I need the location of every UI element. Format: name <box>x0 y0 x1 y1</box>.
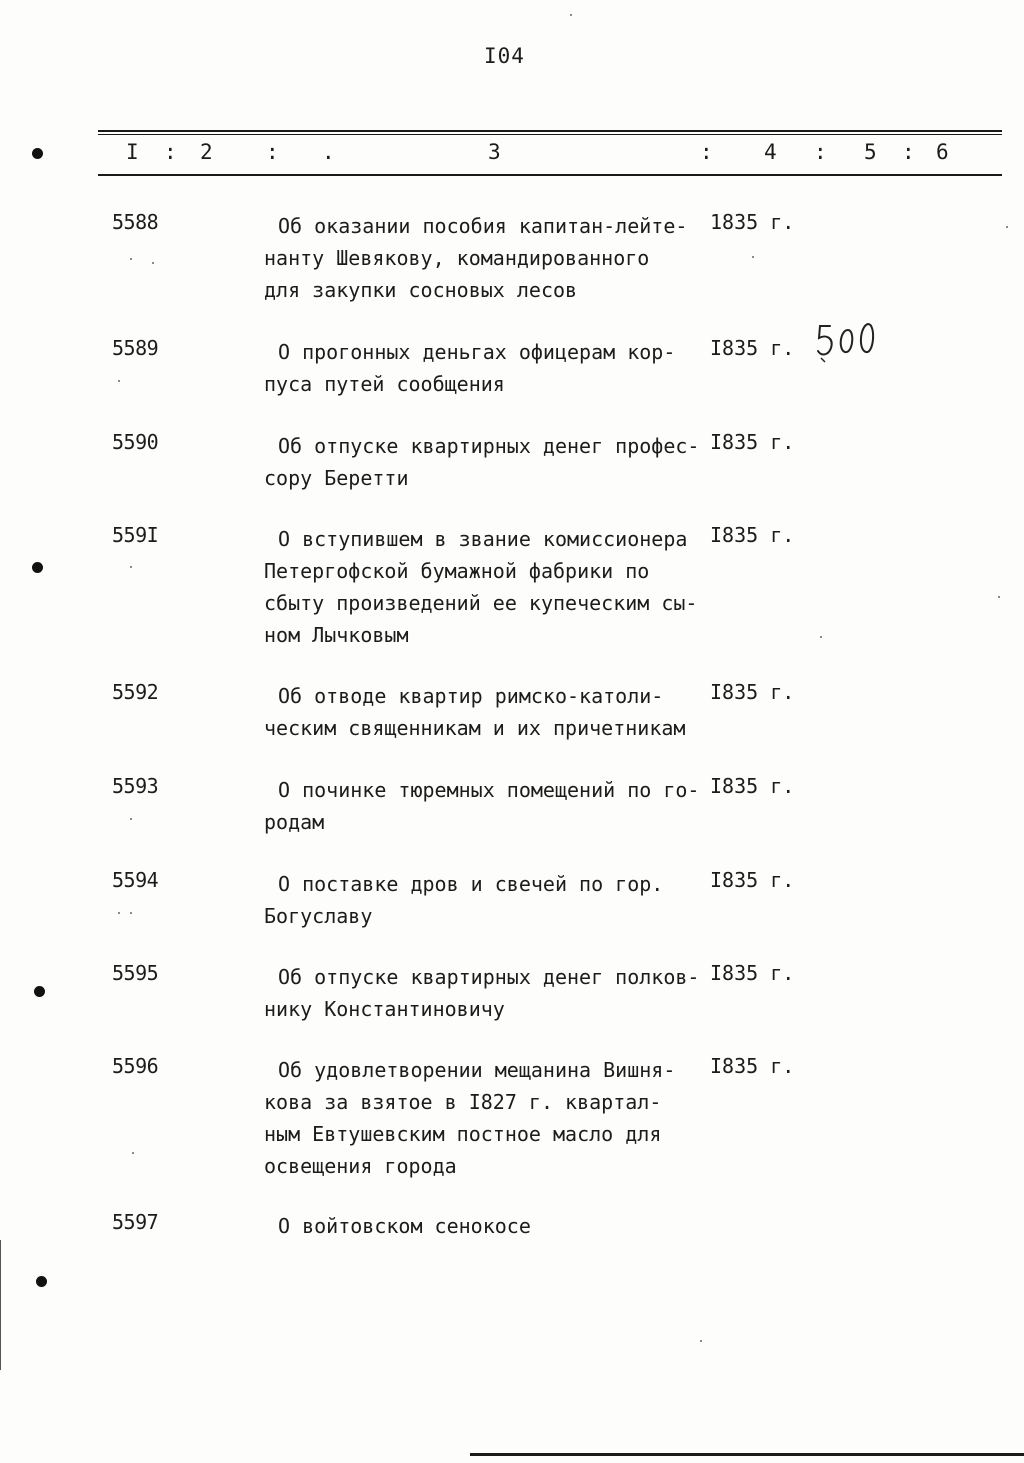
record-title-line: Петергофской бумажной фабрики по <box>264 559 650 583</box>
record-title-line: Богуславу <box>264 904 373 928</box>
punch-hole <box>36 1276 47 1287</box>
scan-speck <box>130 566 132 568</box>
record-title <box>264 430 714 494</box>
column-separator: : <box>164 140 177 164</box>
record-title-line: кова за взятое в I827 г. квартал- <box>264 1090 662 1114</box>
record-title <box>264 774 714 838</box>
record-title <box>264 961 714 1025</box>
page-number: I04 <box>484 44 525 68</box>
record-number: 5595 <box>112 961 159 985</box>
column-separator: : <box>700 140 713 164</box>
record-year: I835 г. <box>710 523 795 547</box>
column-header-5: 5 <box>864 140 877 164</box>
column-separator: : <box>902 140 915 164</box>
record-title <box>264 210 714 306</box>
scan-speck <box>130 818 132 820</box>
record-number: 5590 <box>112 430 159 454</box>
scan-speck <box>1006 226 1008 228</box>
record-title-line: О починке тюремных помещений по го- <box>278 778 700 802</box>
scan-speck <box>152 262 154 264</box>
record-title-line: для закупки сосновых лесов <box>264 278 578 302</box>
record-title-line: нанту Шевякову, командированного <box>264 246 650 270</box>
record-number: 5588 <box>112 210 159 234</box>
scan-speck <box>752 256 754 258</box>
record-title-line: О поставке дров и свечей по гор. <box>278 872 664 896</box>
scan-speck <box>132 1152 134 1154</box>
record-title-line: освещения города <box>264 1154 457 1178</box>
record-title-line: родам <box>264 810 325 834</box>
header-dot: . <box>322 140 335 164</box>
record-year: 1835 г. <box>710 210 795 234</box>
record-title-line: О вступившем в звание комиссионера <box>278 527 688 551</box>
record-number: 559I <box>112 523 159 547</box>
header-bottom-rule <box>98 174 1002 176</box>
record-title-line: Об удовлетворении мещанина Вишня- <box>278 1058 676 1082</box>
column-separator: : <box>266 140 279 164</box>
record-title-line: ческим священникам и их причетникам <box>264 716 686 740</box>
record-title-line: Об отпуске квартирных денег профес- <box>278 434 700 458</box>
header-top-rule-thin <box>98 134 1002 135</box>
record-number: 5597 <box>112 1210 159 1234</box>
punch-hole <box>34 986 45 997</box>
record-title-line: Об отводе квартир римско-католи- <box>278 684 664 708</box>
scan-speck <box>118 380 120 382</box>
record-title <box>264 868 714 932</box>
record-number: 5589 <box>112 336 159 360</box>
header-top-rule <box>98 130 1002 132</box>
column-header-2: 2 <box>200 140 213 164</box>
punch-hole <box>32 562 43 573</box>
record-number: 5593 <box>112 774 159 798</box>
column-separator: : <box>814 140 827 164</box>
column-header-6: 6 <box>936 140 949 164</box>
record-title-line: пуса путей сообщения <box>264 372 505 396</box>
record-number: 5592 <box>112 680 159 704</box>
scan-speck <box>118 912 120 914</box>
record-year: I835 г. <box>710 336 795 360</box>
scan-speck <box>130 258 132 260</box>
record-title-line: О прогонных деньгах офицерам кор- <box>278 340 676 364</box>
record-title <box>264 523 714 651</box>
record-year: I835 г. <box>710 680 795 704</box>
record-title-line: О войтовском сенокосе <box>278 1214 531 1238</box>
record-year: I835 г. <box>710 1054 795 1078</box>
record-title-line: нику Константиновичу <box>264 997 505 1021</box>
scan-speck <box>820 636 822 638</box>
column-header-3: 3 <box>488 140 501 164</box>
record-title-line: Об отпуске квартирных денег полков- <box>278 965 700 989</box>
record-title <box>264 336 714 400</box>
record-year: I835 г. <box>710 774 795 798</box>
bottom-rule <box>470 1453 1024 1456</box>
record-title-line: сору Беретти <box>264 466 409 490</box>
record-number: 5596 <box>112 1054 159 1078</box>
record-title-line: ном Лычковым <box>264 623 409 647</box>
scan-edge <box>0 1240 1 1370</box>
handwritten-sheet-count <box>816 318 886 366</box>
scan-speck <box>998 596 1000 598</box>
punch-hole <box>32 148 43 159</box>
record-year: I835 г. <box>710 430 795 454</box>
scan-speck <box>700 1340 702 1342</box>
record-title-line: Об оказании пособия капитан-лейте- <box>278 214 688 238</box>
record-year: I835 г. <box>710 961 795 985</box>
record-title <box>264 1210 714 1242</box>
column-header-4: 4 <box>764 140 777 164</box>
record-title-line: ным Евтушевским постное масло для <box>264 1122 662 1146</box>
scan-speck <box>570 14 572 16</box>
record-title <box>264 1054 714 1182</box>
record-title <box>264 680 714 744</box>
record-title-line: сбыту произведений ее купеческим сы- <box>264 591 698 615</box>
column-header-1: I <box>126 140 139 164</box>
record-number: 5594 <box>112 868 159 892</box>
scan-speck <box>130 912 132 914</box>
record-year: I835 г. <box>710 868 795 892</box>
